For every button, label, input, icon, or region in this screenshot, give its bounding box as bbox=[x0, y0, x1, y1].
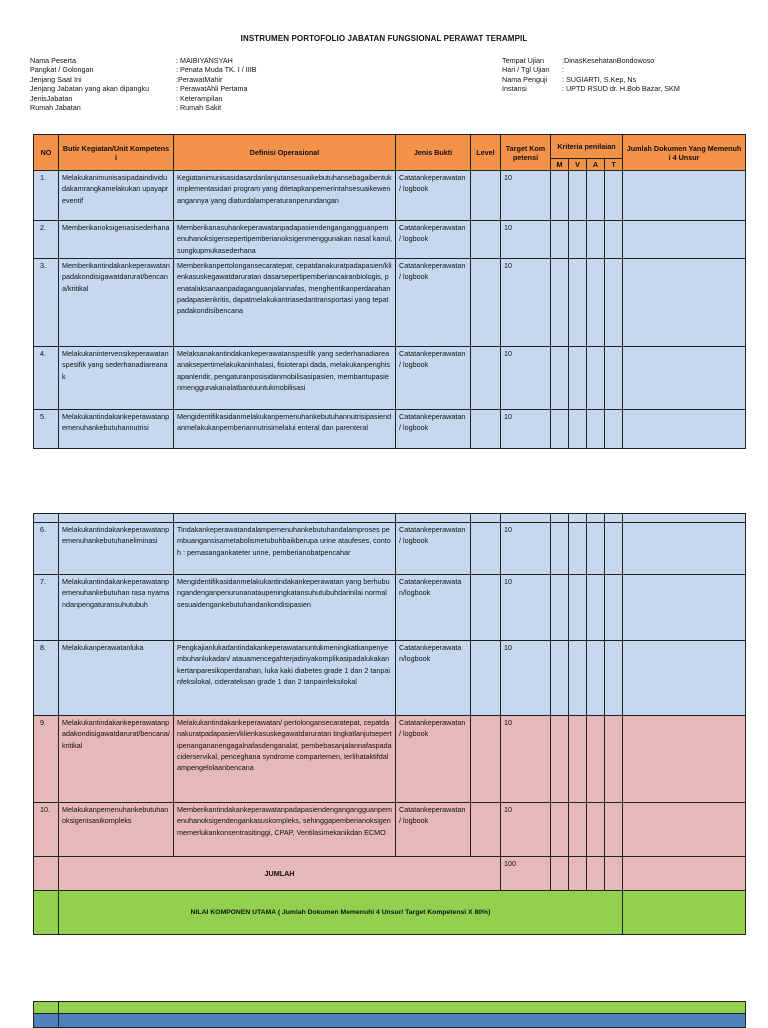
row-definisi: Memberikanasuhankeperawatanpadapasiendengangangguanpemenuhanoksigensepertipemberianoksigenmenggunakan nasal kanul, sungkupmukasederhana bbox=[174, 221, 396, 259]
row-kriteria-m bbox=[551, 803, 569, 857]
info-label: Rumah Jabatan bbox=[30, 103, 81, 113]
row-jumlah-dokumen bbox=[623, 716, 746, 803]
info-label: Jenjang Jabatan yang akan dipangku bbox=[30, 84, 150, 94]
row-jumlah-dokumen bbox=[623, 523, 746, 575]
row-level bbox=[471, 171, 501, 221]
nilai-label: NILAI KOMPONEN UTAMA ( Jumlah Dokumen Memenuhi 4 Unsur/ Target Kompetensi X 80%) bbox=[59, 891, 623, 935]
row-no: 4. bbox=[34, 347, 59, 410]
row-definisi: Melaksanakantindakankeperawatanspesifik yang sederhanadiareaanaksepertimelakukaninhalasi, fisioterapi dada, melakukanpenghisapanlendir, pengaturanposisidanmobilisasipasien, membantupasienmenggunakanalatbantuuntukmobilisasi bbox=[174, 347, 396, 410]
row-level bbox=[471, 641, 501, 716]
row-level bbox=[471, 347, 501, 410]
table-row-spacer bbox=[34, 514, 746, 523]
row-jenis-bukti: Catatankeperawatan/logbook bbox=[396, 641, 471, 716]
row-jenis-bukti: Catatankeperawatan / logbook bbox=[396, 523, 471, 575]
jumlah-label: JUMLAH bbox=[59, 857, 501, 891]
header-kriteria: Kriteria penilaian bbox=[551, 135, 623, 159]
row-kriteria-t bbox=[605, 523, 623, 575]
table-row bbox=[34, 259, 746, 347]
row-jenis-bukti: Catatankeperawatan / logbook bbox=[396, 259, 471, 347]
row-jenis-bukti: Catatankeperawatan / logbook bbox=[396, 803, 471, 857]
row-definisi: Mengidentifikasidanmelakukanpemenuhankebutuhannutrisipasiendanmelakukanpemberiannutrisimelalui enteral dan parenteral bbox=[174, 410, 396, 449]
table-row bbox=[34, 1002, 746, 1014]
row-kriteria-t bbox=[605, 347, 623, 410]
row-kriteria-a bbox=[587, 221, 605, 259]
row-definisi: Mengidentifikasidanmelakukantindakankeperawatan yang berhubungandenganpenurunanataupeningkatansuhutubuhdarinilai normal sesuaidengankebutuhandankondisipasien bbox=[174, 575, 396, 641]
info-label: Jenjang Saat Ini bbox=[30, 74, 82, 84]
info-label: Nama Peserta bbox=[30, 56, 76, 65]
row-kriteria-t bbox=[605, 171, 623, 221]
row-kriteria-t bbox=[605, 803, 623, 857]
table-row bbox=[34, 347, 746, 410]
info-value: : Penata Muda TK. I / IIIB bbox=[176, 65, 257, 75]
row-kriteria-a bbox=[587, 575, 605, 641]
table-row bbox=[34, 221, 746, 259]
info-label: Nama Penguji bbox=[502, 74, 548, 84]
row-no: 5. bbox=[34, 410, 59, 449]
row-kriteria-v bbox=[569, 523, 587, 575]
info-values-left bbox=[176, 56, 257, 112]
row-target: 10 bbox=[501, 171, 551, 221]
row-jumlah-dokumen bbox=[623, 171, 746, 221]
row-level bbox=[471, 803, 501, 857]
row-kriteria-v bbox=[569, 171, 587, 221]
row-kriteria-a bbox=[587, 641, 605, 716]
row-definisi: Kegiatanimunisasidasardanlanjutansesuaikebutuhansebagaibentukimplementasidari program yang ditetapkanpemerintahsesuaikewenangannya yang diaturdalamperaturanperundangan bbox=[174, 171, 396, 221]
row-no: 10. bbox=[34, 803, 59, 857]
row-jenis-bukti: Catatankeperawatan / logbook bbox=[396, 171, 471, 221]
row-target: 10 bbox=[501, 410, 551, 449]
row-kriteria-v bbox=[569, 716, 587, 803]
row-kriteria-m bbox=[551, 347, 569, 410]
row-kriteria-m bbox=[551, 716, 569, 803]
row-jumlah-dokumen bbox=[623, 347, 746, 410]
row-butir: Memberikanoksigenasisederhana bbox=[59, 221, 174, 259]
row-target: 10 bbox=[501, 575, 551, 641]
header-level: Level bbox=[471, 135, 501, 171]
row-jenis-bukti: Catatankeperawatan / logbook bbox=[396, 347, 471, 410]
row-kriteria-a bbox=[587, 259, 605, 347]
jumlah-value: 100 bbox=[501, 857, 551, 891]
row-kriteria-a bbox=[587, 523, 605, 575]
info-label: Instansi bbox=[502, 84, 527, 94]
header-a: A bbox=[587, 159, 605, 171]
row-butir: Melakukanimunisasipadaindividudakamrangkamelakukan upayapreventif bbox=[59, 171, 174, 221]
row-jenis-bukti: Catatankeperawatan/logbook bbox=[396, 575, 471, 641]
table-row bbox=[34, 1014, 746, 1028]
row-no: 6. bbox=[34, 523, 59, 575]
header-target: Target Kompetensi bbox=[501, 135, 551, 171]
info-label: Pangkat / Golongan bbox=[30, 65, 94, 75]
row-jumlah-dokumen bbox=[623, 575, 746, 641]
row-target: 10 bbox=[501, 803, 551, 857]
row-kriteria-v bbox=[569, 575, 587, 641]
table-row bbox=[34, 575, 746, 641]
document-title: INSTRUMEN PORTOFOLIO JABATAN FUNGSIONAL PERAWAT TERAMPIL bbox=[240, 34, 528, 43]
row-target: 10 bbox=[501, 641, 551, 716]
row-butir: Melakukantindakankeperawatanpadakondisigawatdarurat/bencana/kritikal bbox=[59, 716, 174, 803]
row-kriteria-t bbox=[605, 641, 623, 716]
table-row bbox=[34, 410, 746, 449]
row-butir: Melakukanpemenuhankebutuhanoksigenisasikompleks bbox=[59, 803, 174, 857]
row-definisi: Tindakankeperawatandalampemenuhankebutuhandalamproses pembuangansisametabolismetubuhbaikberupa urine ataufeses, contoh : pemasangankateter urine, pemberianobatpencahar bbox=[174, 523, 396, 575]
table-row bbox=[34, 171, 746, 221]
info-labels-left bbox=[30, 56, 149, 112]
row-butir: Melakukantindakankeperawatanpemenuhankebutuhaneliminasi bbox=[59, 523, 174, 575]
row-definisi: Melakukantindakankeperawatan/ pertolongansecaratepat, cepatdanakuratpadapasien/klienkasuskegawatdaruratan tingkatlanjutsepertipenangananengagalnafasdenganalat, pembebasanjalannafaspadaciderservikal, penceghana syndrome compartemen, terlihataktifdalampengelolaanbencana bbox=[174, 716, 396, 803]
row-kriteria-a bbox=[587, 171, 605, 221]
row-kriteria-m bbox=[551, 410, 569, 449]
row-butir: Melakukantindakankeperawatanpemenuhankebutuhan rasa nyamandanpengaturansuhutubuh bbox=[59, 575, 174, 641]
info-label: Tempat Ujian bbox=[502, 56, 544, 65]
row-kriteria-v bbox=[569, 803, 587, 857]
row-kriteria-a bbox=[587, 410, 605, 449]
row-jenis-bukti: Catatankeperawatan / logbook bbox=[396, 221, 471, 259]
row-kriteria-t bbox=[605, 259, 623, 347]
row-no: 3. bbox=[34, 259, 59, 347]
info-labels-right bbox=[502, 56, 549, 94]
header-no: NO bbox=[34, 135, 59, 171]
row-target: 10 bbox=[501, 347, 551, 410]
row-target: 10 bbox=[501, 259, 551, 347]
row-kriteria-v bbox=[569, 259, 587, 347]
row-kriteria-v bbox=[569, 347, 587, 410]
row-kriteria-m bbox=[551, 259, 569, 347]
info-value: :PerawatMahir bbox=[176, 74, 223, 84]
row-no: 9. bbox=[34, 716, 59, 803]
row-kriteria-a bbox=[587, 347, 605, 410]
info-value: : Rumah Sakit bbox=[176, 103, 222, 113]
row-butir: Melakukanperawatanluka bbox=[59, 641, 174, 716]
row-butir: Melakukantindakankeperawatanpemenuhankebutuhannutrisi bbox=[59, 410, 174, 449]
header-jenis-bukti: Jenis Bukti bbox=[396, 135, 471, 171]
row-butir: Memberikantindakankeperawatanpadakondisigawatdarurat/bencana/kritikal bbox=[59, 259, 174, 347]
portfolio-table-page1 bbox=[33, 134, 746, 449]
row-target: 10 bbox=[501, 716, 551, 803]
row-jenis-bukti: Catatankeperawatan / logbook bbox=[396, 410, 471, 449]
jumlah-row bbox=[34, 857, 746, 891]
row-no: 1. bbox=[34, 171, 59, 221]
row-kriteria-m bbox=[551, 221, 569, 259]
row-no: 2. bbox=[34, 221, 59, 259]
row-kriteria-v bbox=[569, 641, 587, 716]
row-level bbox=[471, 575, 501, 641]
row-kriteria-m bbox=[551, 641, 569, 716]
info-values-right bbox=[562, 56, 680, 94]
row-level bbox=[471, 410, 501, 449]
row-level bbox=[471, 221, 501, 259]
header-t: T bbox=[605, 159, 623, 171]
table-row bbox=[34, 803, 746, 857]
row-jumlah-dokumen bbox=[623, 259, 746, 347]
row-butir: Melakukanintervensikeperawatanspesifik yang sederhanadiareanak bbox=[59, 347, 174, 410]
row-kriteria-m bbox=[551, 171, 569, 221]
row-level bbox=[471, 716, 501, 803]
row-definisi: Pengkajianlukadantindakankeperawatanuntukmeningkatkanpenyembuhanlukadan/ atauamencegahterjadinyakomplikasipadalukakankertanparesikoperdarahan, luka kaki diabetes grade 1 dan 2 tanpainfeksilokal, ciderateksan grade 1 dan 2 tanpainfeksilokal bbox=[174, 641, 396, 716]
row-jumlah-dokumen bbox=[623, 410, 746, 449]
portfolio-table-page2 bbox=[33, 513, 746, 935]
info-value: : SUGIARTI, S.Kep, Ns bbox=[562, 74, 637, 84]
row-kriteria-t bbox=[605, 410, 623, 449]
header-definisi: Definisi Operasional bbox=[174, 135, 396, 171]
info-label: JenisJabatan bbox=[30, 93, 73, 103]
info-label: Hari / Tgl Ujian bbox=[502, 65, 550, 75]
row-kriteria-t bbox=[605, 575, 623, 641]
row-kriteria-v bbox=[569, 410, 587, 449]
row-jumlah-dokumen bbox=[623, 803, 746, 857]
info-value: : MAIBIYANSYAH bbox=[176, 56, 233, 65]
row-target: 10 bbox=[501, 523, 551, 575]
row-kriteria-m bbox=[551, 523, 569, 575]
row-level bbox=[471, 259, 501, 347]
row-jenis-bukti: Catatankeperawatan / logbook bbox=[396, 716, 471, 803]
row-definisi: Memberikanpertolongansecaratepat, cepatdanakuratpadapasien/klienkasuskegawatdaruratan dasarsepertipemberiancairanbiologis, penatalaksanaanpadaganguanjalannafas, menghentikanperdarahanpadapasienkritis, dapatmelakukantriasedantransportasi yang tepatpadakondisibencana bbox=[174, 259, 396, 347]
info-value: :DinasKesehatanBondowoso bbox=[562, 56, 655, 65]
row-definisi: Memberikantindakankeperawatanpadapasiendengangangguanpemenuhanoksigendengankasuskompleks, sehinggapemberianoksigenmemerlukankonsentrasitinggi, CPAP, Ventilasimekanikdan ECMO bbox=[174, 803, 396, 857]
header-butir: Butir Kegiatan/Unit Kompetensi bbox=[59, 135, 174, 171]
row-kriteria-t bbox=[605, 716, 623, 803]
row-jumlah-dokumen bbox=[623, 641, 746, 716]
row-kriteria-m bbox=[551, 575, 569, 641]
row-kriteria-v bbox=[569, 221, 587, 259]
header-v: V bbox=[569, 159, 587, 171]
row-no: 7. bbox=[34, 575, 59, 641]
row-jumlah-dokumen bbox=[623, 221, 746, 259]
row-kriteria-a bbox=[587, 803, 605, 857]
table-row bbox=[34, 641, 746, 716]
row-kriteria-t bbox=[605, 221, 623, 259]
row-target: 10 bbox=[501, 221, 551, 259]
row-kriteria-a bbox=[587, 716, 605, 803]
row-level bbox=[471, 523, 501, 575]
row-no: 8. bbox=[34, 641, 59, 716]
nilai-row bbox=[34, 891, 746, 935]
table-row bbox=[34, 716, 746, 803]
info-value: : bbox=[562, 65, 564, 75]
info-value: : PerawatAhli Pertama bbox=[176, 84, 248, 94]
info-value: : Keterampilan bbox=[176, 93, 223, 103]
header-m: M bbox=[551, 159, 569, 171]
header-jumlah-dokumen: Jumlah Dokumen Yang Memenuhi 4 Unsur bbox=[623, 135, 746, 171]
info-value: : UPTD RSUD dr. H.Bob Bazar, SKM bbox=[562, 84, 680, 94]
table-row bbox=[34, 523, 746, 575]
